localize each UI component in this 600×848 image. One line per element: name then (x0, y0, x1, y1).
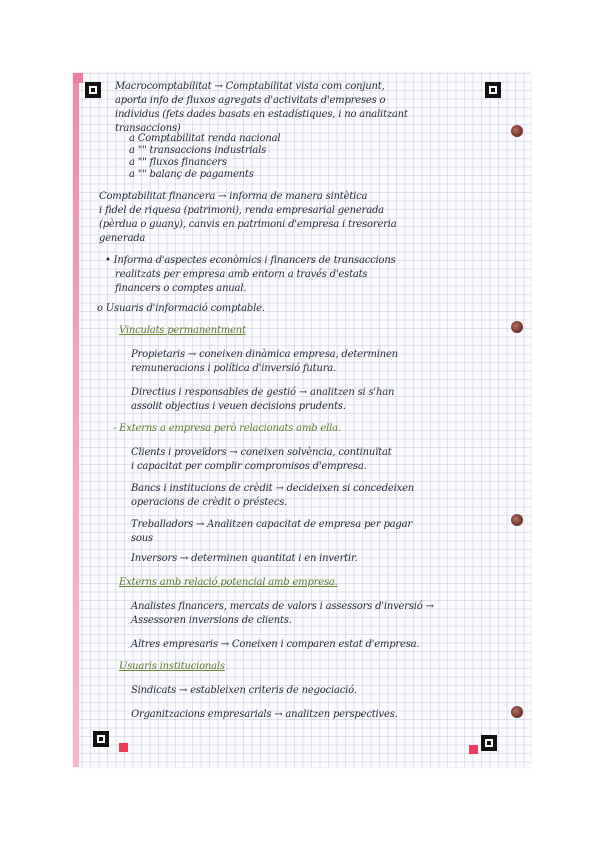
binder-hole-4 (511, 706, 523, 718)
note-line-21: assolit objectius i veuen decisions prudents. (131, 401, 346, 412)
note-line-6: a "" transaccions industrials (129, 145, 267, 156)
note-line-23: Clients i proveïdors → coneixen solvència, continuïtat (131, 447, 392, 458)
pink-margin-strip (73, 73, 79, 767)
note-line-22: - Externs a empresa però relacionats amb ella. (113, 423, 341, 434)
note-line-36: Organitzacions empresarials → analitzen perspectives. (131, 709, 398, 720)
note-line-34: Usuaris institucionals (119, 661, 225, 672)
note-line-28: sous (131, 533, 153, 544)
note-line-7: a "" fluxos financers (129, 157, 227, 168)
binder-hole-1 (511, 125, 523, 137)
note-line-1: Macrocomptabilitat → Comptabilitat vista com conjunt, (115, 81, 385, 92)
note-line-35: Sindicats → estableixen criteris de negociació. (131, 685, 357, 696)
note-line-2: aporta info de fluxos agregats d'activitats d'empreses o (115, 95, 386, 106)
note-line-18: Propietaris → coneixen dinàmica empresa, determinen (131, 349, 398, 360)
pink-corner (73, 73, 83, 83)
note-line-20: Directius i responsables de gestió → analitzen si s'han (131, 387, 395, 398)
note-line-12: generada (99, 233, 146, 244)
note-line-5: a Comptabilitat renda nacional (129, 133, 281, 144)
note-line-13: • Informa d'aspectes econòmics i financers de transaccions (105, 255, 396, 266)
note-line-25: Bancs i institucions de crèdit → decideixen si concedeixen (131, 483, 415, 494)
note-line-33: Altres empresaris → Coneixen i comparen estat d'empresa. (131, 639, 420, 650)
note-line-4: transaccions) (115, 123, 181, 134)
note-line-29: Inversors → determinen quantitat i en invertir. (131, 553, 358, 564)
corner-marker-top-left (85, 82, 101, 98)
red-square-left (119, 743, 128, 752)
note-line-24: i capacitat per complir compromisos d'empresa. (131, 461, 367, 472)
red-square-right (469, 745, 478, 754)
binder-hole-2 (511, 321, 523, 333)
note-line-32: Assessoren inversions de clients. (131, 615, 292, 626)
binder-hole-3 (511, 514, 523, 526)
note-line-19: remuneracions i política d'inversió futura. (131, 363, 337, 374)
note-line-8: a "" balanç de pagaments (129, 169, 254, 180)
note-line-15: financers o comptes anual. (115, 283, 247, 294)
note-line-30: Externs amb relació potencial amb empresa. (119, 577, 338, 588)
note-line-9: Comptabilitat financera → informa de manera sintètica (99, 191, 368, 202)
note-line-27: Treballadors → Analitzen capacitat de empresa per pagar (131, 519, 412, 530)
note-line-14: realitzats per empresa amb entorn a través d'estats (115, 269, 368, 280)
note-line-11: (pèrdua o guany), canvis en patrimoni d'empresa i tresoreria (99, 219, 397, 230)
notebook-page (73, 73, 531, 767)
note-line-31: Analistes financers, mercats de valors i assessors d'inversió → (131, 601, 434, 612)
corner-marker-top-right (485, 82, 501, 98)
note-line-16: o Usuaris d'informació comptable. (97, 303, 265, 314)
corner-marker-bottom-left (93, 731, 109, 747)
note-line-3: individus (fets dades basats en estadístiques, i no analitzant (115, 109, 408, 120)
note-line-17: Vinculats permanentment (119, 325, 246, 336)
corner-marker-bottom-right (481, 735, 497, 751)
note-line-26: operacions de crèdit o préstecs. (131, 497, 288, 508)
note-line-10: i fidel de riquesa (patrimoni), renda empresarial generada (99, 205, 384, 216)
